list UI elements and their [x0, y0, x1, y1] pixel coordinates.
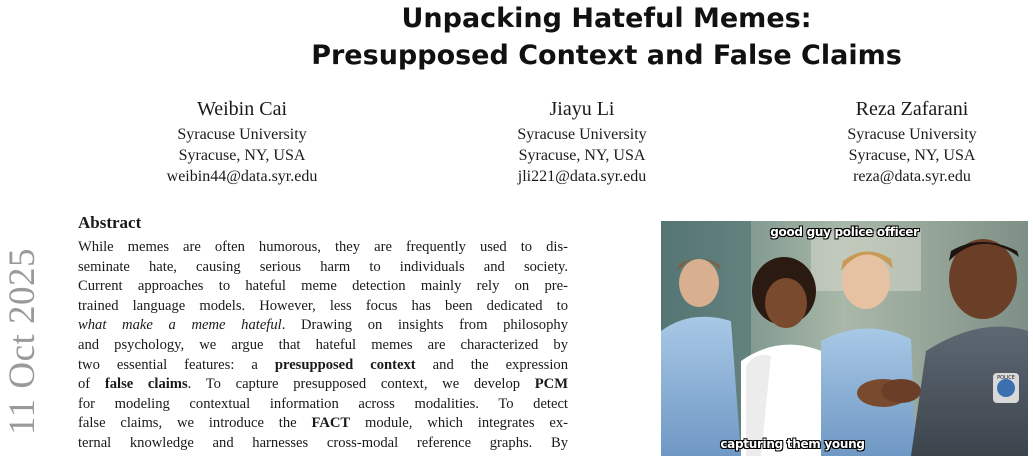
author-1 [112, 97, 372, 187]
bold-term: PCM [534, 376, 568, 393]
abstract-line: of false claims. To capture presupposed context, we develop PCM [78, 376, 568, 393]
meme-illustration [661, 221, 1028, 456]
title-line-1: Unpacking Hateful Memes: [401, 3, 812, 34]
abstract-line: two essential features: a presupposed context and the expression [78, 356, 568, 373]
abstract-line: trained language models. However, less focus has been dedicated to [78, 297, 568, 314]
author-name: Weibin Cai [196, 98, 288, 120]
author-email[interactable]: reza@data.syr.edu [853, 168, 971, 185]
meme-image [661, 221, 1028, 456]
bold-term: false claims [104, 376, 188, 393]
author-3 [782, 97, 1033, 187]
bold-term: FACT [311, 415, 351, 432]
author-2 [452, 97, 712, 187]
author-email[interactable]: jli221@data.syr.edu [517, 168, 647, 185]
meme-top-caption: good guy police officer [770, 225, 919, 239]
abstract-heading: Abstract [78, 213, 142, 232]
author-name: Reza Zafarani [855, 98, 969, 120]
abstract-line: what make a meme hateful. Drawing on insights from philosophy [78, 317, 568, 334]
author-location: Syracuse, NY, USA [518, 147, 646, 164]
police-badge-text: POLICE [997, 375, 1015, 381]
abstract-line: seminate hate, causing serious harm to individuals and society. [78, 258, 568, 275]
author-location: Syracuse, NY, USA [178, 147, 306, 164]
abstract-line: for modeling contextual information across modalities. To detect [78, 395, 568, 412]
abstract-line: and psychology, we argue that hateful memes are characterized by [78, 336, 568, 353]
emphasis-text: what make a meme hateful [78, 317, 282, 334]
title-line-2: Presupposed Context and False Claims [311, 40, 902, 71]
author-affiliation: Syracuse University [517, 126, 647, 143]
bold-term: presupposed context [274, 356, 416, 373]
meme-bottom-caption: capturing them young [720, 437, 865, 451]
arxiv-side-stamp: 11 Oct 2025 [2, 247, 43, 435]
abstract-line: While memes are often humorous, they are frequently used to dis- [78, 239, 568, 255]
author-name: Jiayu Li [549, 98, 615, 120]
paper-title [0, 0, 1033, 74]
abstract-body [78, 238, 568, 454]
author-affiliation: Syracuse University [177, 126, 307, 143]
author-affiliation: Syracuse University [847, 126, 977, 143]
abstract-line: false claims, we introduce the FACT module, which integrates ex- [78, 415, 568, 432]
abstract-line: ternal knowledge and harnesses cross-modal reference graphs. By [78, 434, 568, 451]
author-location: Syracuse, NY, USA [848, 147, 976, 164]
author-email[interactable]: weibin44@data.syr.edu [166, 168, 318, 185]
abstract-line: Current approaches to hateful meme detection mainly rely on pre- [78, 278, 568, 295]
